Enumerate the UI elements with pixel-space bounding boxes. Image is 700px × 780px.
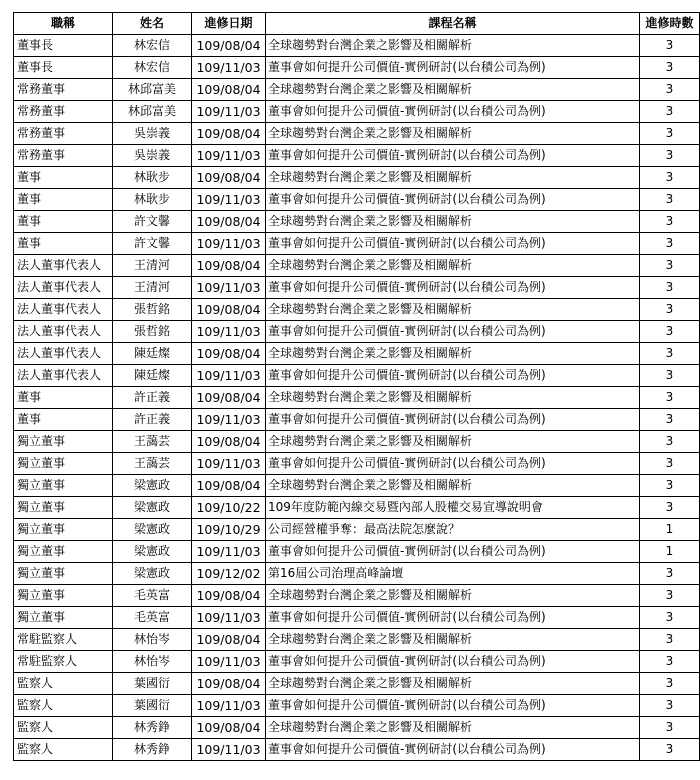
cell-title: 法人董事代表人	[14, 277, 113, 299]
cell-title: 獨立董事	[14, 607, 113, 629]
cell-date: 109/11/03	[192, 607, 266, 629]
table-row	[14, 607, 700, 629]
cell-title: 法人董事代表人	[14, 321, 113, 343]
cell-title: 監察人	[14, 717, 113, 739]
cell-hours: 3	[640, 387, 700, 409]
cell-hours: 3	[640, 629, 700, 651]
header-title: 職稱	[14, 13, 113, 35]
cell-name: 王藹芸	[113, 453, 192, 475]
table-row	[14, 431, 700, 453]
cell-title: 法人董事代表人	[14, 255, 113, 277]
cell-title: 董事長	[14, 35, 113, 57]
cell-hours: 3	[640, 57, 700, 79]
cell-hours: 3	[640, 79, 700, 101]
cell-name: 張哲銘	[113, 299, 192, 321]
table-row	[14, 409, 700, 431]
cell-name: 葉國衍	[113, 673, 192, 695]
cell-hours: 3	[640, 211, 700, 233]
cell-course: 董事會如何提升公司價值-實例研討(以台積公司為例)	[266, 189, 640, 211]
cell-name: 許文馨	[113, 211, 192, 233]
cell-date: 109/08/04	[192, 717, 266, 739]
header-name: 姓名	[113, 13, 192, 35]
cell-hours: 3	[640, 277, 700, 299]
cell-title: 獨立董事	[14, 585, 113, 607]
cell-name: 梁憲政	[113, 541, 192, 563]
cell-course: 董事會如何提升公司價值-實例研討(以台積公司為例)	[266, 233, 640, 255]
table-row	[14, 629, 700, 651]
training-records-table	[13, 12, 700, 761]
table-row	[14, 57, 700, 79]
cell-name: 陳廷燦	[113, 343, 192, 365]
cell-name: 許正義	[113, 387, 192, 409]
cell-course: 董事會如何提升公司價值-實例研討(以台積公司為例)	[266, 651, 640, 673]
cell-name: 陳廷燦	[113, 365, 192, 387]
cell-name: 梁憲政	[113, 563, 192, 585]
cell-title: 獨立董事	[14, 475, 113, 497]
cell-date: 109/08/04	[192, 585, 266, 607]
cell-hours: 3	[640, 673, 700, 695]
table-row	[14, 475, 700, 497]
cell-course: 109年度防範內線交易暨內部人股權交易宣導說明會	[266, 497, 640, 519]
cell-date: 109/08/04	[192, 123, 266, 145]
cell-course: 董事會如何提升公司價值-實例研討(以台積公司為例)	[266, 739, 640, 761]
cell-name: 吳崇義	[113, 123, 192, 145]
cell-hours: 3	[640, 299, 700, 321]
cell-name: 林邱富美	[113, 79, 192, 101]
cell-name: 毛英富	[113, 585, 192, 607]
cell-name: 林宏信	[113, 35, 192, 57]
table-row	[14, 123, 700, 145]
cell-name: 林邱富美	[113, 101, 192, 123]
cell-date: 109/10/22	[192, 497, 266, 519]
cell-date: 109/11/03	[192, 101, 266, 123]
cell-date: 109/11/03	[192, 277, 266, 299]
table-row	[14, 255, 700, 277]
cell-hours: 3	[640, 321, 700, 343]
cell-course: 全球趨勢對台灣企業之影響及相關解析	[266, 299, 640, 321]
cell-name: 林秀錚	[113, 739, 192, 761]
cell-hours: 3	[640, 189, 700, 211]
cell-title: 常務董事	[14, 145, 113, 167]
cell-name: 梁憲政	[113, 475, 192, 497]
table-row	[14, 695, 700, 717]
cell-name: 王藹芸	[113, 431, 192, 453]
cell-title: 獨立董事	[14, 453, 113, 475]
cell-hours: 3	[640, 365, 700, 387]
table-body	[14, 35, 700, 761]
cell-course: 董事會如何提升公司價值-實例研討(以台積公司為例)	[266, 277, 640, 299]
cell-hours: 3	[640, 343, 700, 365]
cell-name: 毛英富	[113, 607, 192, 629]
table-row	[14, 145, 700, 167]
cell-name: 林秀錚	[113, 717, 192, 739]
cell-title: 獨立董事	[14, 541, 113, 563]
cell-date: 109/11/03	[192, 541, 266, 563]
cell-hours: 3	[640, 101, 700, 123]
cell-date: 109/08/04	[192, 211, 266, 233]
cell-date: 109/11/03	[192, 145, 266, 167]
cell-name: 葉國衍	[113, 695, 192, 717]
table-row	[14, 233, 700, 255]
cell-course: 董事會如何提升公司價值-實例研討(以台積公司為例)	[266, 607, 640, 629]
table-row	[14, 563, 700, 585]
cell-hours: 3	[640, 233, 700, 255]
table-row	[14, 35, 700, 57]
table-row	[14, 717, 700, 739]
cell-course: 全球趨勢對台灣企業之影響及相關解析	[266, 431, 640, 453]
cell-hours: 3	[640, 717, 700, 739]
cell-course: 全球趨勢對台灣企業之影響及相關解析	[266, 211, 640, 233]
header-row	[14, 13, 700, 35]
cell-course: 董事會如何提升公司價值-實例研討(以台積公司為例)	[266, 101, 640, 123]
cell-name: 王清河	[113, 255, 192, 277]
cell-hours: 3	[640, 695, 700, 717]
cell-title: 監察人	[14, 673, 113, 695]
cell-course: 全球趨勢對台灣企業之影響及相關解析	[266, 387, 640, 409]
table-row	[14, 299, 700, 321]
cell-date: 109/11/03	[192, 57, 266, 79]
cell-course: 全球趨勢對台灣企業之影響及相關解析	[266, 673, 640, 695]
cell-date: 109/08/04	[192, 431, 266, 453]
cell-title: 常務董事	[14, 101, 113, 123]
cell-title: 監察人	[14, 739, 113, 761]
cell-date: 109/11/03	[192, 453, 266, 475]
cell-date: 109/11/03	[192, 651, 266, 673]
cell-title: 獨立董事	[14, 431, 113, 453]
cell-date: 109/08/04	[192, 79, 266, 101]
cell-name: 張哲銘	[113, 321, 192, 343]
cell-hours: 3	[640, 651, 700, 673]
table-row	[14, 387, 700, 409]
table-row	[14, 189, 700, 211]
cell-date: 109/08/04	[192, 35, 266, 57]
cell-date: 109/08/04	[192, 299, 266, 321]
cell-course: 董事會如何提升公司價值-實例研討(以台積公司為例)	[266, 321, 640, 343]
cell-hours: 3	[640, 167, 700, 189]
cell-hours: 3	[640, 563, 700, 585]
cell-name: 吳崇義	[113, 145, 192, 167]
cell-course: 全球趨勢對台灣企業之影響及相關解析	[266, 585, 640, 607]
table-row	[14, 321, 700, 343]
cell-course: 董事會如何提升公司價值-實例研討(以台積公司為例)	[266, 453, 640, 475]
cell-date: 109/08/04	[192, 167, 266, 189]
cell-hours: 3	[640, 255, 700, 277]
table-row	[14, 651, 700, 673]
cell-title: 獨立董事	[14, 519, 113, 541]
cell-course: 全球趨勢對台灣企業之影響及相關解析	[266, 79, 640, 101]
cell-course: 董事會如何提升公司價值-實例研討(以台積公司為例)	[266, 57, 640, 79]
cell-name: 林耿步	[113, 189, 192, 211]
cell-course: 董事會如何提升公司價值-實例研討(以台積公司為例)	[266, 365, 640, 387]
table-row	[14, 541, 700, 563]
cell-hours: 3	[640, 35, 700, 57]
cell-name: 許文馨	[113, 233, 192, 255]
table-row	[14, 101, 700, 123]
cell-course: 全球趨勢對台灣企業之影響及相關解析	[266, 629, 640, 651]
header-course: 課程名稱	[266, 13, 640, 35]
cell-title: 董事長	[14, 57, 113, 79]
cell-date: 109/11/03	[192, 321, 266, 343]
cell-date: 109/08/04	[192, 629, 266, 651]
cell-hours: 3	[640, 145, 700, 167]
table-row	[14, 211, 700, 233]
cell-course: 全球趨勢對台灣企業之影響及相關解析	[266, 167, 640, 189]
cell-hours: 3	[640, 497, 700, 519]
table-row	[14, 79, 700, 101]
cell-title: 法人董事代表人	[14, 365, 113, 387]
cell-course: 全球趨勢對台灣企業之影響及相關解析	[266, 475, 640, 497]
cell-date: 109/11/03	[192, 409, 266, 431]
cell-title: 法人董事代表人	[14, 343, 113, 365]
table-row	[14, 167, 700, 189]
cell-name: 梁憲政	[113, 497, 192, 519]
cell-title: 獨立董事	[14, 563, 113, 585]
table-row	[14, 673, 700, 695]
table-row	[14, 519, 700, 541]
cell-hours: 3	[640, 607, 700, 629]
cell-date: 109/10/29	[192, 519, 266, 541]
cell-date: 109/08/04	[192, 343, 266, 365]
cell-name: 梁憲政	[113, 519, 192, 541]
table-row	[14, 343, 700, 365]
header-date: 進修日期	[192, 13, 266, 35]
cell-date: 109/11/03	[192, 233, 266, 255]
cell-name: 許正義	[113, 409, 192, 431]
cell-date: 109/11/03	[192, 695, 266, 717]
cell-date: 109/11/03	[192, 739, 266, 761]
cell-hours: 3	[640, 123, 700, 145]
cell-date: 109/11/03	[192, 189, 266, 211]
cell-title: 常務董事	[14, 123, 113, 145]
table-row	[14, 497, 700, 519]
cell-date: 109/08/04	[192, 387, 266, 409]
table-row	[14, 365, 700, 387]
table-row	[14, 453, 700, 475]
cell-title: 董事	[14, 409, 113, 431]
cell-name: 林耿步	[113, 167, 192, 189]
header-hours: 進修時數	[640, 13, 700, 35]
cell-name: 林怡岑	[113, 651, 192, 673]
cell-hours: 3	[640, 585, 700, 607]
cell-hours: 1	[640, 519, 700, 541]
cell-date: 109/08/04	[192, 673, 266, 695]
cell-date: 109/11/03	[192, 365, 266, 387]
cell-title: 常駐監察人	[14, 651, 113, 673]
cell-date: 109/08/04	[192, 475, 266, 497]
cell-name: 林宏信	[113, 57, 192, 79]
cell-course: 董事會如何提升公司價值-實例研討(以台積公司為例)	[266, 695, 640, 717]
cell-date: 109/12/02	[192, 563, 266, 585]
cell-hours: 3	[640, 739, 700, 761]
cell-course: 全球趨勢對台灣企業之影響及相關解析	[266, 717, 640, 739]
cell-course: 董事會如何提升公司價值-實例研討(以台積公司為例)	[266, 541, 640, 563]
cell-title: 常務董事	[14, 79, 113, 101]
cell-name: 王清河	[113, 277, 192, 299]
cell-course: 全球趨勢對台灣企業之影響及相關解析	[266, 35, 640, 57]
cell-course: 第16屆公司治理高峰論壇	[266, 563, 640, 585]
cell-course: 董事會如何提升公司價值-實例研討(以台積公司為例)	[266, 145, 640, 167]
cell-course: 全球趨勢對台灣企業之影響及相關解析	[266, 343, 640, 365]
cell-course: 公司經營權爭奪：最高法院怎麼說？	[266, 519, 640, 541]
cell-hours: 1	[640, 541, 700, 563]
cell-course: 全球趨勢對台灣企業之影響及相關解析	[266, 123, 640, 145]
table-row	[14, 739, 700, 761]
cell-course: 董事會如何提升公司價值-實例研討(以台積公司為例)	[266, 409, 640, 431]
cell-title: 董事	[14, 233, 113, 255]
cell-course: 全球趨勢對台灣企業之影響及相關解析	[266, 255, 640, 277]
cell-date: 109/08/04	[192, 255, 266, 277]
cell-name: 林怡岑	[113, 629, 192, 651]
cell-title: 董事	[14, 387, 113, 409]
cell-title: 董事	[14, 211, 113, 233]
cell-hours: 3	[640, 409, 700, 431]
cell-title: 獨立董事	[14, 497, 113, 519]
table-row	[14, 585, 700, 607]
cell-title: 監察人	[14, 695, 113, 717]
cell-title: 法人董事代表人	[14, 299, 113, 321]
cell-hours: 3	[640, 453, 700, 475]
cell-title: 常駐監察人	[14, 629, 113, 651]
cell-hours: 3	[640, 431, 700, 453]
cell-title: 董事	[14, 167, 113, 189]
cell-title: 董事	[14, 189, 113, 211]
cell-hours: 3	[640, 475, 700, 497]
table-row	[14, 277, 700, 299]
